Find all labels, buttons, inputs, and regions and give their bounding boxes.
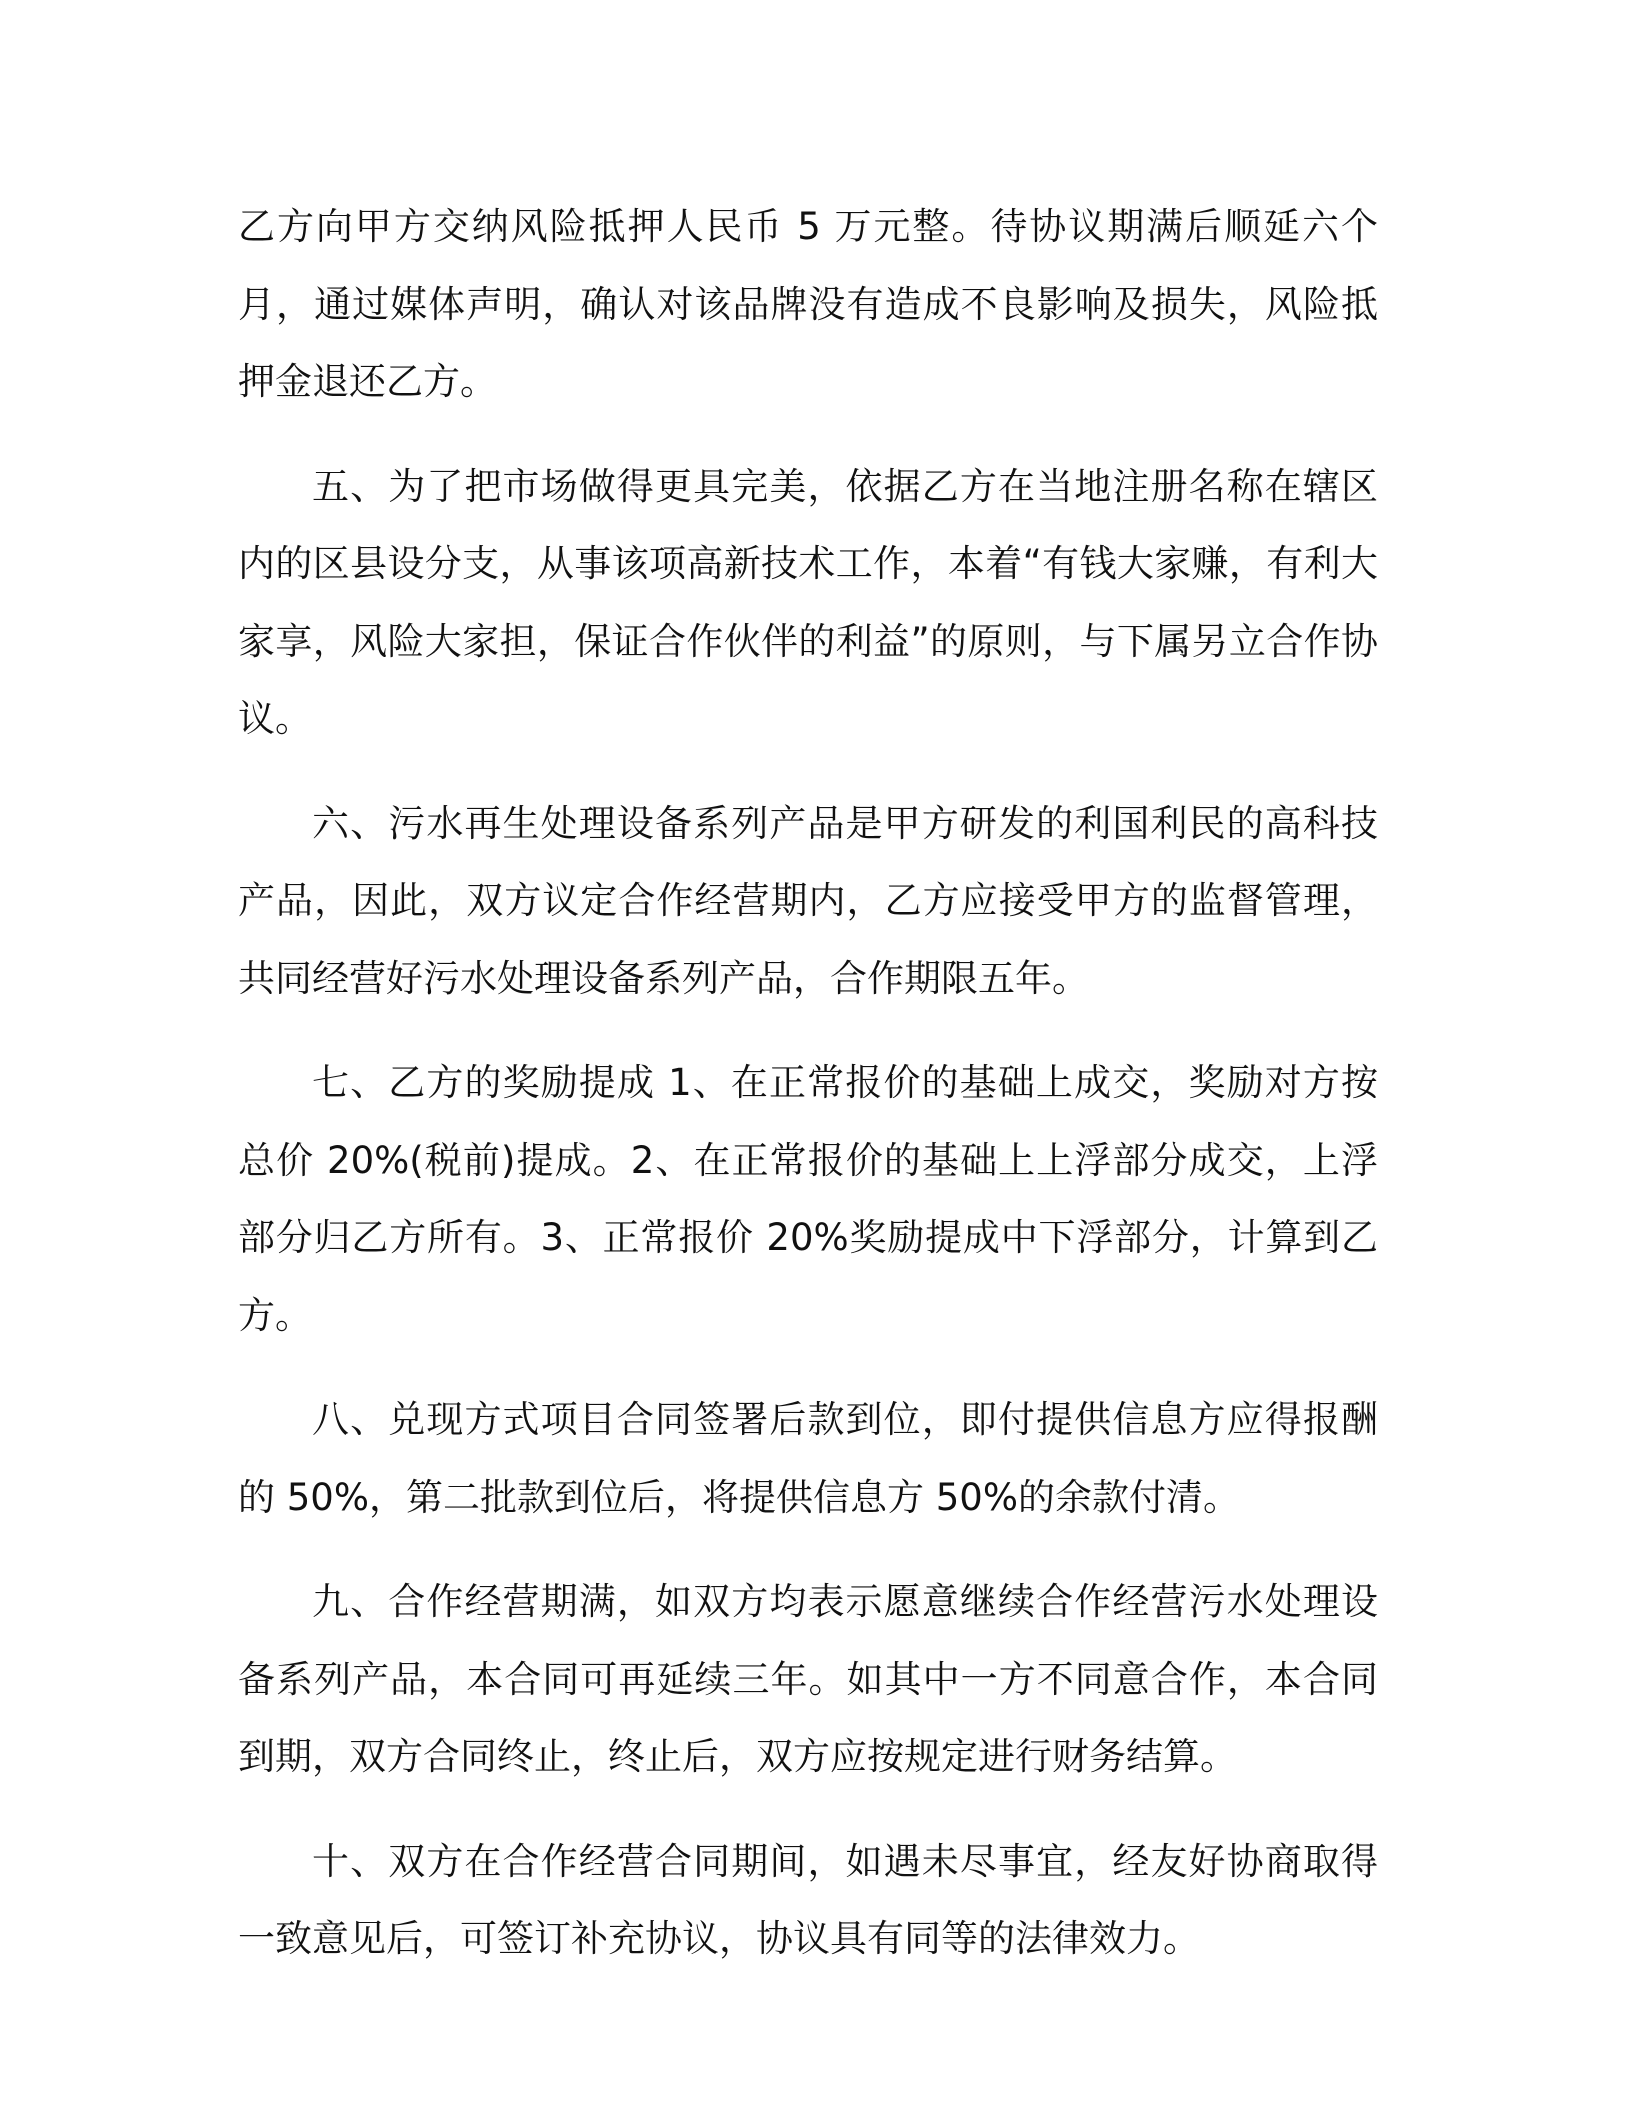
- paragraph-clause-10: 十、双方在合作经营合同期间，如遇未尽事宜，经友好协商取得一致意见后，可签订补充协议，协议具有同等的法律效力。: [238, 1839, 1378, 1960]
- paragraph-clause-7: 七、乙方的奖励提成 1、在正常报价的基础上成交，奖励对方按总价 20%(税前)提成。2、在正常报价的基础上上浮部分成交，上浮部分归乙方所有。3、正常报价 20%奖励提成中下浮部分，计算到乙方。: [238, 1061, 1378, 1337]
- paragraph-deposit: 乙方向甲方交纳风险抵押人民币 5 万元整。待协议期满后顺延六个月，通过媒体声明，确认对该品牌没有造成不良影响及损失，风险抵押金退还乙方。: [238, 205, 1378, 403]
- paragraph-clause-9: 九、合作经营期满，如双方均表示愿意继续合作经营污水处理设备系列产品，本合同可再延续三年。如其中一方不同意合作，本合同到期，双方合同终止，终止后，双方应按规定进行财务结算。: [238, 1580, 1378, 1778]
- paragraph-clause-8: 八、兑现方式项目合同签署后款到位，即付提供信息方应得报酬的 50%，第二批款到位后，将提供信息方 50%的余款付清。: [238, 1398, 1378, 1519]
- paragraph-clause-6: 六、污水再生处理设备系列产品是甲方研发的利国利民的高科技产品，因此，双方议定合作经营期内，乙方应接受甲方的监督管理，共同经营好污水处理设备系列产品，合作期限五年。: [238, 801, 1378, 1000]
- paragraph-clause-5: 五、为了把市场做得更具完美，依据乙方在当地注册名称在辖区内的区县设分支，从事该项高新技术工作，本着“有钱大家赚，有利大家享，风险大家担，保证合作伙伴的利益”的原则，与下属另立合作协议。: [238, 464, 1378, 740]
- document-body: [238, 188, 1378, 2005]
